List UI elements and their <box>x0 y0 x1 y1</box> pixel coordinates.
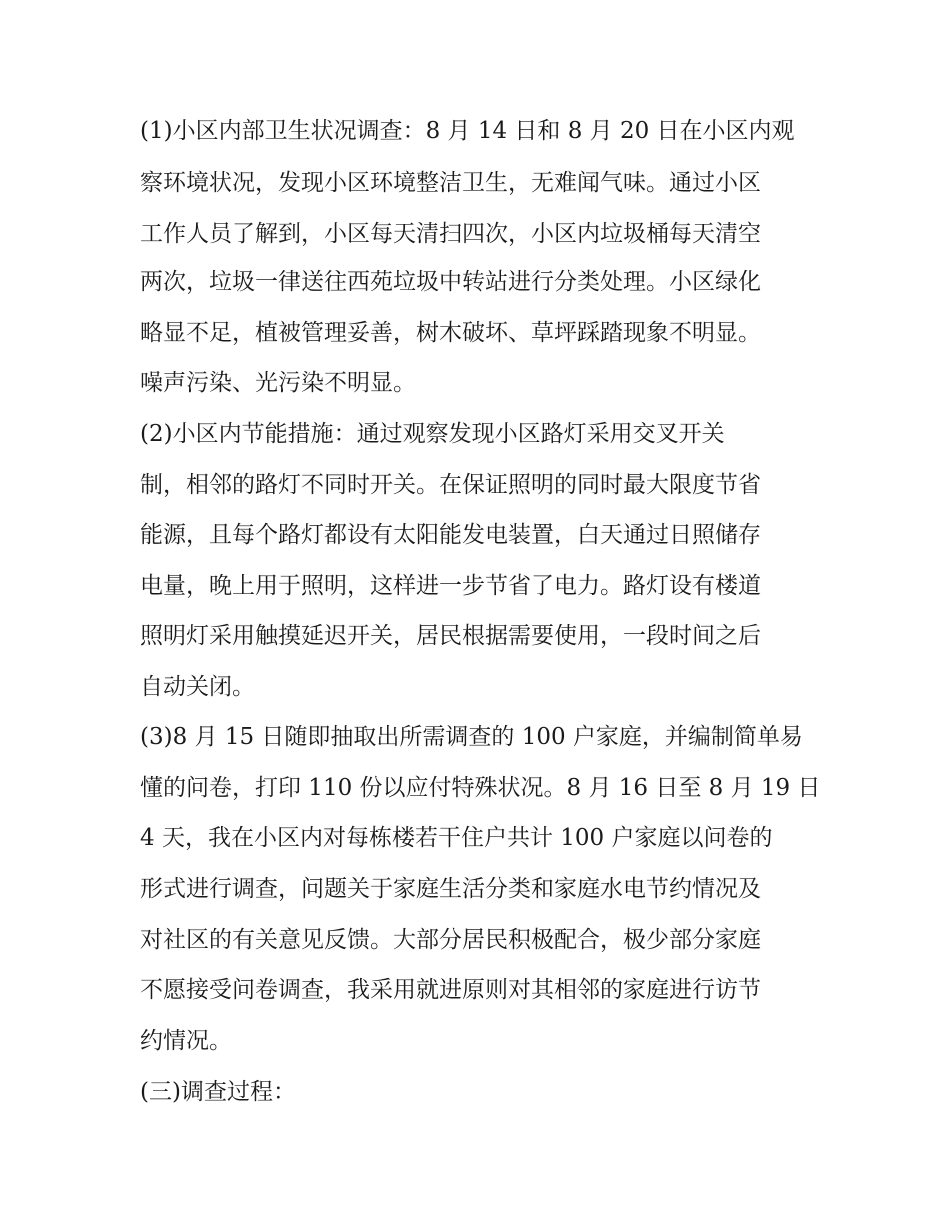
paragraph-1-line-4: 两次，垃圾一律送往西苑垃圾中转站进行分类处理。小区绿化 <box>140 269 761 295</box>
paragraph-1-line-2: 察环境状况，发现小区环境整洁卫生，无难闻气味。通过小区 <box>140 170 761 196</box>
paragraph-3-line-4: 形式进行调查，问题关于家庭生活分类和家庭水电节约情况及 <box>140 876 761 902</box>
paragraph-2-line-3: 能源，且每个路灯都设有太阳能发电装置，白天通过日照储存 <box>140 522 761 548</box>
paragraph-3-line-7: 约情况。 <box>140 1028 232 1054</box>
paragraph-1-line-1: (1)小区内部卫生状况调查：8 月 14 日和 8 月 20 日在小区内观 <box>140 118 795 144</box>
paragraph-3-line-1: (3)8 月 15 日随即抽取出所需调查的 100 户家庭，并编制简单易 <box>140 724 803 750</box>
paragraph-1-line-5: 略显不足，植被管理妥善，树木破坏、草坪踩踏现象不明显。 <box>140 320 761 346</box>
paragraph-3-line-6: 不愿接受问卷调查，我采用就进原则对其相邻的家庭进行访节 <box>140 977 761 1003</box>
paragraph-3-line-2: 懂的问卷，打印 110 份以应付特殊状况。8 月 16 日至 8 月 19 日 <box>140 775 821 801</box>
paragraph-3-line-3: 4 天，我在小区内对每栋楼若干住户共计 100 户家庭以问卷的 <box>140 825 773 851</box>
paragraph-2-line-6: 自动关闭。 <box>140 674 255 700</box>
paragraph-3-line-5: 对社区的有关意见反馈。大部分居民积极配合，极少部分家庭 <box>140 927 761 953</box>
paragraph-1-line-3: 工作人员了解到，小区每天清扫四次，小区内垃圾桶每天清空 <box>140 221 761 247</box>
paragraph-2-line-4: 电量，晚上用于照明，这样进一步节省了电力。路灯设有楼道 <box>140 573 761 599</box>
paragraph-1-line-6: 噪声污染、光污染不明显。 <box>140 370 416 396</box>
paragraph-2-line-1: (2)小区内节能措施：通过观察发现小区路灯采用交叉开关 <box>140 421 725 447</box>
paragraph-2-line-5: 照明灯采用触摸延迟开关，居民根据需要使用，一段时间之后 <box>140 623 761 649</box>
section-heading: (三)调查过程： <box>140 1079 296 1105</box>
paragraph-2-line-2: 制，相邻的路灯不同时开关。在保证照明的同时最大限度节省 <box>140 472 761 498</box>
